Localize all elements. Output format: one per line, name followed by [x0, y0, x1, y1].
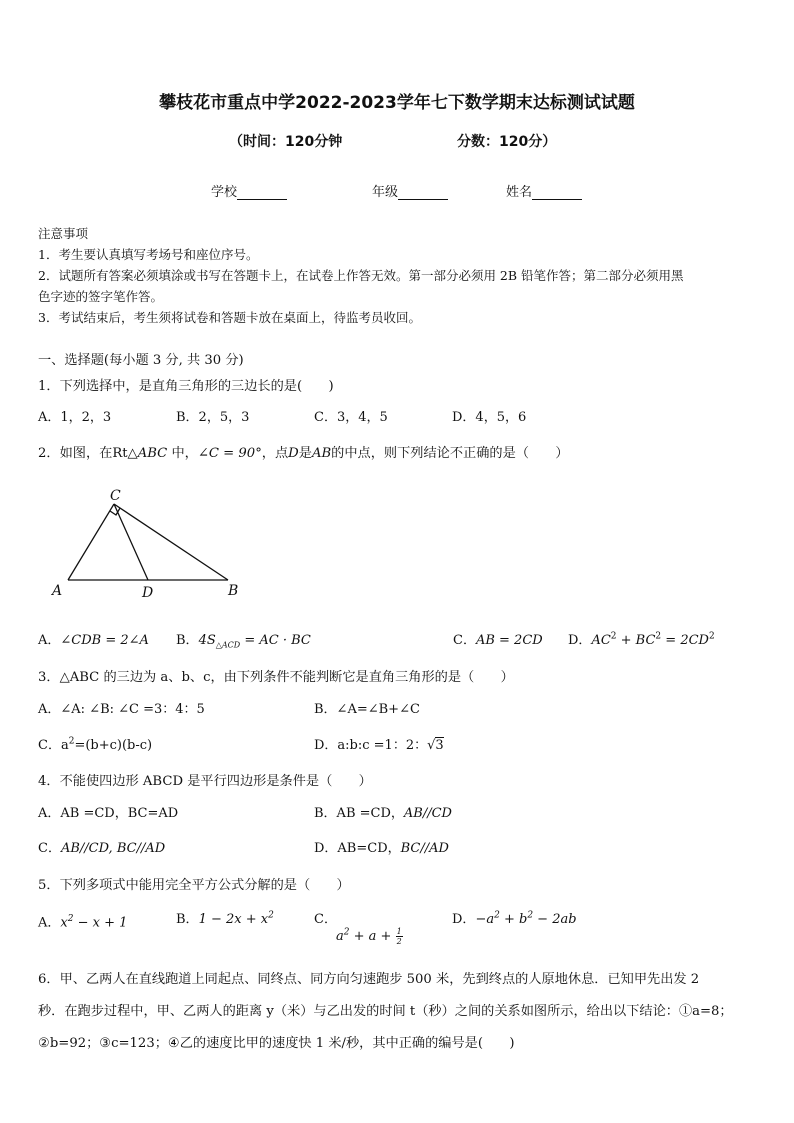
exam-title: 攀枝花市重点中学2022-2023学年七下数学期末达标测试试题	[159, 93, 635, 113]
q1-option-c[interactable]: C．3，4，5	[314, 410, 388, 425]
q1-option-a[interactable]: A．1，2，3	[38, 410, 112, 425]
q2-option-d[interactable]: D．$AC^2 + BC^2 = 2CD^2$	[568, 631, 715, 648]
q2-option-a[interactable]: A．∠CDB = 2∠A	[38, 633, 149, 648]
q5-option-c[interactable]: C． $a^2 + a$ + $\frac{1}{2}$	[314, 912, 402, 946]
notice-item: 3．考试结束后，考生须将试卷和答题卡放在桌面上，待监考员收回。	[38, 310, 421, 325]
q5-option-b[interactable]: B．$1 - 2x + x^2$	[176, 910, 274, 927]
q5-option-d[interactable]: D．$-a^2 + b^2 - 2ab$	[452, 910, 577, 927]
notice-heading: 注意事项	[38, 226, 89, 241]
grade-label: 年级	[372, 185, 399, 200]
grade-blank[interactable]	[398, 186, 448, 200]
q1-stem: 1．下列选择中，是直角三角形的三边长的是( )	[38, 379, 334, 394]
q2-option-c[interactable]: C．AB = 2CD	[453, 633, 543, 648]
notice-item: 2．试题所有答案必须填涂或书写在答题卡上，在试卷上作答无效。第一部分必须用 2B 铅笔作答；第二部分必须用黑	[38, 268, 684, 283]
q6-line: 秒．在跑步过程中，甲、乙两人的距离 y（米）与乙出发的时间 t（秒）之间的关系如图所示，给出以下结论：①a=8；	[38, 1004, 733, 1019]
q4-stem: 4．不能使四边形 ABCD 是平行四边形是条件是（ ）	[38, 774, 372, 789]
exam-score: 分数：120分）	[457, 134, 557, 150]
q4-option-a[interactable]: A．AB =CD，BC=AD	[38, 806, 179, 821]
triangle-figure	[46, 484, 261, 606]
q6-line: ②b=92；③c=123；④乙的速度比甲的速度快 1 米/秒，其中正确的编号是( )	[38, 1036, 515, 1051]
q2-option-b[interactable]: B．$4S_{\triangle ACD}$ = AC · BC	[176, 633, 311, 650]
label-b: B	[228, 583, 239, 599]
school-blank[interactable]	[237, 186, 287, 200]
section-heading: 一、选择题(每小题 3 分, 共 30 分)	[38, 353, 244, 368]
q5-option-a[interactable]: A．$x^2 - x + 1$	[38, 914, 128, 931]
q3-stem: 3．△ABC 的三边为 a、b、c，由下列条件不能判断它是直角三角形的是（ ）	[38, 670, 514, 685]
q4-option-d[interactable]: D．AB=CD，BC//AD	[314, 841, 449, 856]
label-d: D	[142, 585, 154, 601]
name-label: 姓名	[506, 185, 533, 200]
grade-field[interactable]	[372, 181, 448, 200]
label-a: A	[52, 583, 63, 599]
q3-option-b[interactable]: B．∠A=∠B+∠C	[314, 702, 420, 717]
q6-line: 6．甲、乙两人在直线跑道上同起点、同终点、同方向匀速跑步 500 米，先到终点的人原地休息．已知甲先出发 2	[38, 972, 700, 987]
side-ac	[68, 504, 114, 580]
name-field[interactable]	[506, 181, 582, 200]
school-label: 学校	[211, 185, 238, 200]
q1-option-b[interactable]: B．2，5，3	[176, 410, 250, 425]
name-blank[interactable]	[532, 186, 582, 200]
school-field[interactable]	[211, 181, 287, 200]
q5-stem: 5．下列多项式中能用完全平方公式分解的是（ ）	[38, 878, 350, 893]
q3-option-a[interactable]: A．∠A: ∠B: ∠C =3：4：5	[38, 702, 205, 717]
q4-option-c[interactable]: C．AB//CD, BC//AD	[38, 841, 166, 856]
notice-item: 1．考生要认真填写考场号和座位序号。	[38, 247, 259, 262]
q3-option-d[interactable]: D．a:b:c =1：2：√3	[314, 738, 444, 753]
q1-option-d[interactable]: D．4，5，6	[452, 410, 527, 425]
sqrt-symbol: √	[427, 738, 436, 753]
q2-stem: 2．如图，在Rt△ABC 中，∠C = 90°，点D是AB的中点，则下列结论不正确的是（ ）	[38, 446, 569, 461]
label-c: C	[110, 488, 121, 504]
q4-option-b[interactable]: B．AB =CD，AB//CD	[314, 806, 452, 821]
q3-option-c[interactable]: C．$a^2=(b+c)(b-c)$	[38, 736, 153, 753]
exam-time: （时间：120分钟	[229, 134, 343, 150]
notice-item: 色字迹的签字笔作答。	[38, 289, 164, 304]
